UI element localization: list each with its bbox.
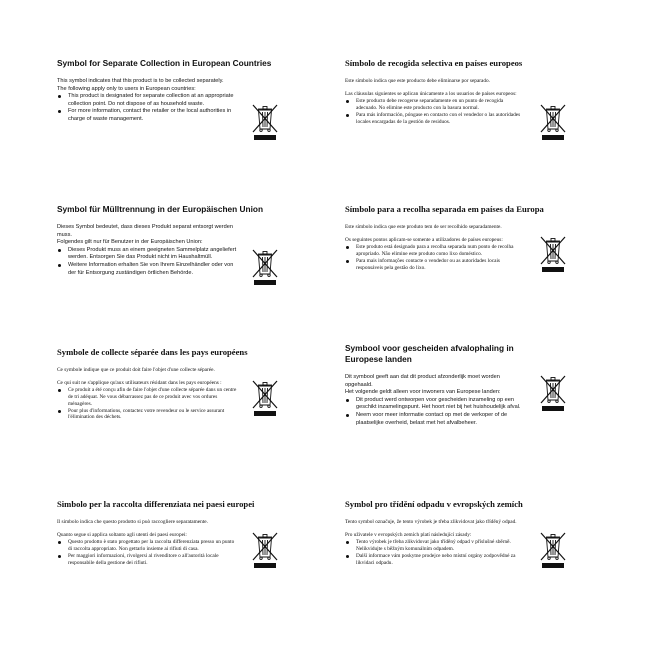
bullet-list bbox=[345, 244, 525, 272]
list-item: Další informace vám poskytne prodejce nebo místní orgány zodpovědné za likvidaci odpadu. bbox=[345, 553, 525, 567]
section-title: Símbolo para a recolha separada em países da Europa bbox=[345, 204, 544, 214]
crossed-out-bin-icon bbox=[538, 530, 568, 570]
weee-symbol bbox=[538, 530, 568, 570]
intro-text: Dieses Symbol bedeutet, dass dieses Produkt separat entsorgt werden muss. bbox=[57, 224, 233, 238]
weee-symbol bbox=[250, 378, 280, 418]
crossed-out-bin-icon bbox=[538, 234, 568, 274]
bullet-list bbox=[57, 247, 237, 277]
crossed-out-bin-icon bbox=[538, 373, 568, 413]
bullet-list bbox=[57, 387, 237, 422]
applies-text: Quanto segue si applica soltanto agli utenti dei paesi europei: bbox=[57, 531, 187, 538]
list-item: Neem voor meer informatie contact op met de verkoper of de plaatselijke overheid, belast met het afvalbeheer. bbox=[345, 412, 525, 427]
list-item: Weitere Information erhalten Sie von Ihrem Einzelhändler oder von der für Entsorgung zuständigen örtlichen Behörde. bbox=[57, 262, 237, 277]
bullet-list bbox=[57, 539, 237, 567]
list-item: Dieses Produkt muss an einem geeigneten Sammelplatz angeliefert werden. Entsorgen Sie das Produkt nicht im Haushaltmüll. bbox=[57, 247, 237, 262]
crossed-out-bin-icon bbox=[250, 378, 280, 418]
weee-symbol bbox=[250, 247, 280, 287]
section-body bbox=[57, 367, 237, 421]
applies-text: Os seguintes pontos aplicam-se somente a utilizadores de países europeus: bbox=[345, 236, 503, 243]
list-item: Per maggiori informazioni, rivolgersi al rivenditore o all'autorità locale responsabile della gestione dei rifiuti. bbox=[57, 553, 237, 567]
intro-text: Tento symbol označuje, že tento výrobek je třeba zlikvidovat jako tříděný odpad. bbox=[345, 519, 517, 525]
section-body bbox=[57, 519, 237, 566]
intro-text: Dit symbool geeft aan dat dit product afzonderlijk moet worden opgehaald. bbox=[345, 374, 500, 388]
bullet-list bbox=[345, 397, 525, 427]
bullet-list bbox=[57, 93, 237, 123]
list-item: Questo prodotto è stato progettato per la raccolta differenziata presso un punto di raccolta appropriato. Non gettarlo insieme ai rifiuti di casa. bbox=[57, 539, 237, 553]
applies-text: The following apply only to users in European countries: bbox=[57, 85, 196, 92]
list-item: This product is designated for separate collection at an appropriate collection point. Do not dispose of as household waste. bbox=[57, 93, 237, 108]
list-item: Para mais informações contacte o vendedor ou as autoridades locais responsáveis pela gestão do lixo. bbox=[345, 258, 525, 272]
section-title: Symbol pro třídění odpadu v evropských zemích bbox=[345, 499, 523, 509]
applies-text: Pro uživatele v evropských zemích platí následující zásady: bbox=[345, 531, 472, 538]
applies-text: Las cláusulas siguientes se aplican únicamente a los usuarios de países europeos: bbox=[345, 90, 517, 97]
intro-text: Este símbolo indica que este produto tem de ser recolhido separadamente. bbox=[345, 224, 502, 230]
bullet-list bbox=[345, 539, 525, 567]
intro-text: Este símbolo indica que este producto debe eliminarse por separado. bbox=[345, 78, 491, 84]
list-item: Para más información, póngase en contacto con el vendedor o las autoridades locales encargadas de la gestión de residuos. bbox=[345, 112, 525, 126]
intro-text: Ce symbole indique que ce produit doit faire l'objet d'une collecte séparée. bbox=[57, 367, 215, 373]
list-item: Este produto está designado para a recolha separada num ponto de recolha apropriado. Não elimine este produto como lixo doméstico. bbox=[345, 244, 525, 258]
section-body bbox=[345, 374, 525, 427]
section-title: Simbolo per la raccolta differenziata nei paesi europei bbox=[57, 499, 255, 509]
section-body bbox=[345, 519, 525, 566]
crossed-out-bin-icon bbox=[538, 102, 568, 142]
applies-text: Folgendes gilt nur für Benutzer in der Europäischen Union: bbox=[57, 239, 203, 246]
bullet-list bbox=[345, 98, 525, 126]
intro-text: Il simbolo indica che questo prodotto si può raccogliere separatamente. bbox=[57, 519, 208, 525]
weee-symbol bbox=[250, 530, 280, 570]
section-body bbox=[57, 78, 237, 124]
list-item: Ce produit a été conçu afin de faire l'objet d'une collecte séparée dans un centre de tri adéquat. Ne vous débarrassez pas de ce produit avec vos ordures ménagères. bbox=[57, 387, 237, 408]
applies-text: Ce qui suit ne s'applique qu'aux utilisateurs résidant dans les pays européens : bbox=[57, 379, 222, 386]
list-item: For more information, contact the retailer or the local authorities in charge of waste management. bbox=[57, 108, 237, 123]
section-body bbox=[345, 224, 525, 271]
list-item: Pour plus d'informations, contactez votre revendeur ou le service assurant l'élimination des déchets. bbox=[57, 408, 237, 422]
weee-symbol bbox=[538, 102, 568, 142]
weee-symbol bbox=[538, 373, 568, 413]
applies-text: Het volgende geldt alleen voor inwoners van Europese landen: bbox=[345, 389, 501, 396]
list-item: Este producto debe recogerse separadamente en un punto de recogida adecuado. No elimine este producto con la basura normal. bbox=[345, 98, 525, 112]
section-title: Symbol for Separate Collection in European Countries bbox=[57, 58, 272, 68]
section-title: Symbole de collecte séparée dans les pays européens bbox=[57, 347, 248, 357]
intro-text: This symbol indicates that this product is to be collected separately. bbox=[57, 78, 224, 84]
crossed-out-bin-icon bbox=[250, 530, 280, 570]
crossed-out-bin-icon bbox=[250, 247, 280, 287]
weee-symbol bbox=[250, 102, 280, 142]
list-item: Dit product werd ontworpen voor gescheiden inzameling op een geschikt inzamelingspunt. Het hoort niet bij het huishoudelijk afval. bbox=[345, 397, 525, 412]
list-item: Tento výrobek je třeba zlikvidovat jako tříděný odpad v příslušné sběrně. Nelikvidujte s běžným komunálním odpadem. bbox=[345, 539, 525, 553]
section-body bbox=[57, 224, 237, 277]
section-body bbox=[345, 78, 525, 125]
section-title: Symbool voor gescheiden afvalophaling in Europese landen bbox=[345, 343, 514, 364]
section-title: Symbol für Mülltrennung in der Europäischen Union bbox=[57, 204, 264, 214]
section-title: Símbolo de recogida selectiva en países europeos bbox=[345, 58, 523, 68]
crossed-out-bin-icon bbox=[250, 102, 280, 142]
weee-symbol bbox=[538, 234, 568, 274]
